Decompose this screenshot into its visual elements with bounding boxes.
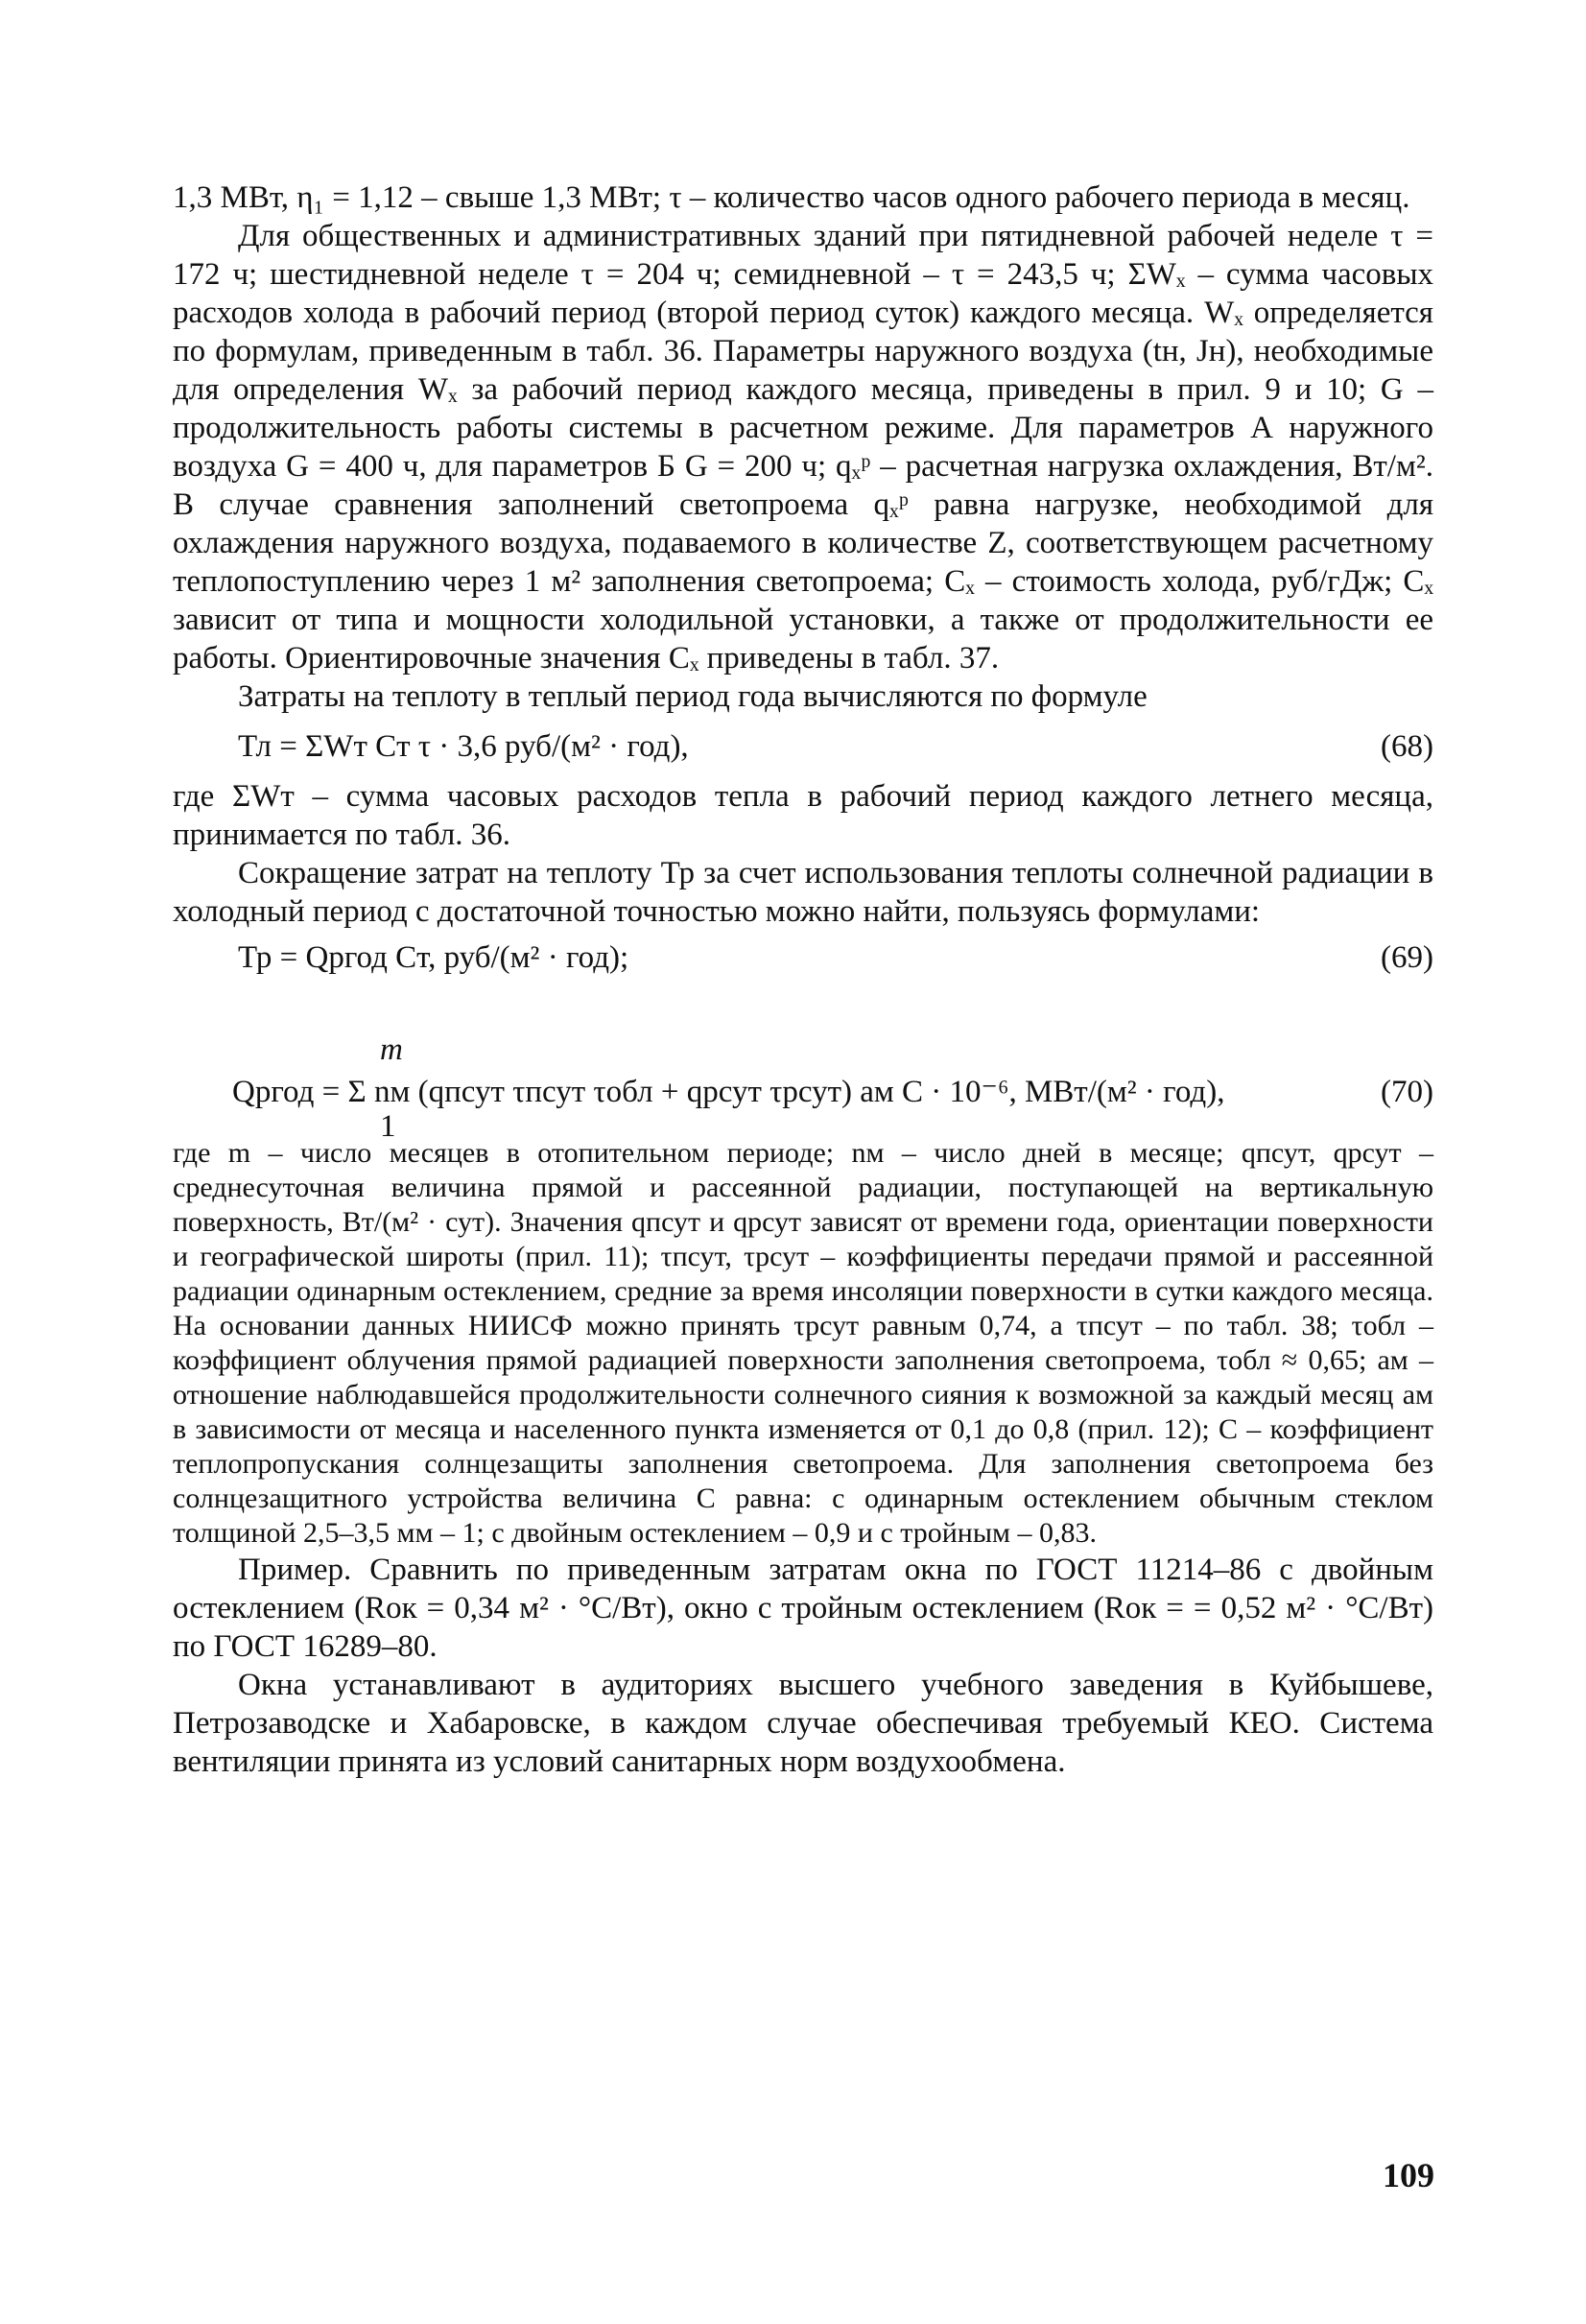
paragraph-5: Сокращение затрат на теплоту Тр за счет использования теплоты солнечной радиации в холодный период с достаточной точностью можно найти, пользуясь формулами:: [173, 856, 1433, 929]
paragraph-3: Затраты на теплоту в теплый период года вычисляются по формуле: [238, 679, 1148, 714]
paragraph-4: где ΣWт – сумма часовых расходов тепла в рабочий период каждого летнего месяца, принимается по табл. 36.: [173, 779, 1433, 852]
formula-69-number: (69): [1381, 940, 1433, 975]
formula-69: [173, 938, 1433, 998]
formula-70-number: (70): [1381, 1075, 1433, 1109]
paragraph-2: Для общественных и административных зданий при пятидневной рабочей неделе τ = 172 ч; шестидневной неделе τ = 204 ч; семидневной – τ = 243,5 ч; ΣWₓ – сумма часовых расходов холода в рабочий период (второй период суток) каждого месяца. Wₓ определяется по формулам, приведенным в табл. 36. Параметры наружного воздуха (tн, Jн), необходимые для определения Wₓ за рабочий период каждого месяца, приведены в прил. 9 и 10; G – продолжительность работы системы в расчетном режиме. Для параметров А наружного воздуха G = 400 ч, для параметров Б G = 200 ч; qₓᵖ – расчетная нагрузка охлаждения, Вт/м². В случае сравнения заполнений светопроема qₓᵖ равна нагрузке, необходимой для охлаждения наружного воздуха, подаваемого в количестве Z, соответствующем расчетному теплопоступлению через 1 м² заполнения светопроема; Cₓ – стоимость холода, руб/гДж; Cₓ зависит от типа и мощности холодильной установки, а также от продолжительности ее работы. Ориентировочные значения Cₓ приведены в табл. 37.: [173, 219, 1433, 676]
formula-68-expression: Тл = ΣWт Cт τ · 3,6 руб/(м² · год),: [238, 729, 689, 764]
formula-70-upper-limit: m: [380, 1032, 403, 1067]
formula-70: [173, 1031, 1433, 1144]
paragraph-1: 1,3 МВт, η₁ = 1,12 – свыше 1,3 МВт; τ – количество часов одного рабочего периода в месяц.: [173, 180, 1410, 215]
formula-70-expression: Qргод = Σ nм (qпсут τпсут τобл + qрсут τрсут) aм C · 10⁻⁶, МВт/(м² · год),: [232, 1075, 1225, 1109]
formula-68: [173, 727, 1433, 777]
example-paragraph: Пример. Сравнить по приведенным затратам окна по ГОСТ 11214–86 с двойным остеклением (Rок = 0,34 м² · °С/Вт), окно с тройным остеклением (Rок = = 0,52 м² · °С/Вт) по ГОСТ 16289–80.: [173, 1553, 1433, 1664]
definitions-block: [173, 1136, 1433, 1551]
paragraph-6: где m – число месяцев в отопительном периоде; nм – число дней в месяце; qпсут, qрсут – среднесуточная величина прямой и рассеянной радиации, поступающей на вертикальную поверхность, Вт/(м² · сут). Значения qпсут и qрсут зависят от времени года, ориентации поверхности и географической широты (прил. 11); τпсут, τрсут – коэффициенты передачи прямой и рассеянной радиации одинарным остеклением, средние за время инсоляции поверхности в сутки каждого месяца. На основании данных НИИСФ можно принять τрсут равным 0,74, а τпсут – по табл. 38; τобл – коэффициент облучения прямой радиацией поверхности заполнения светопроема, τобл ≈ 0,65; aм – отношение наблюдавшейся продолжительности солнечного сияния к возможной за каждый месяц aм в зависимости от месяца и населенного пункта изменяется от 0,1 до 0,8 (прил. 12); C – коэффициент теплопропускания солнцезащиты заполнения светопроема. Для заполнения светопроема без солнцезащитного устройства величина C равна: с одинарным остеклением обычным стеклом толщиной 2,5–3,5 мм – 1; с двойным остеклением – 0,9 и с тройным – 0,83.: [173, 1137, 1433, 1549]
paragraph-8: Окна устанавливают в аудиториях высшего учебного заведения в Куйбышеве, Петрозаводске и Хабаровске, в каждом случае обеспечивая требуемый КЕО. Система вентиляции принята из условий санитарных норм воздухообмена.: [173, 1668, 1433, 1779]
page-body: [173, 178, 1433, 2232]
page-number: 109: [1383, 2156, 1434, 2194]
formula-68-number: (68): [1381, 729, 1433, 764]
formula-70-lower-limit: 1: [380, 1109, 396, 1144]
formula-69-expression: Тр = Qргод Cт, руб/(м² · год);: [238, 940, 629, 975]
